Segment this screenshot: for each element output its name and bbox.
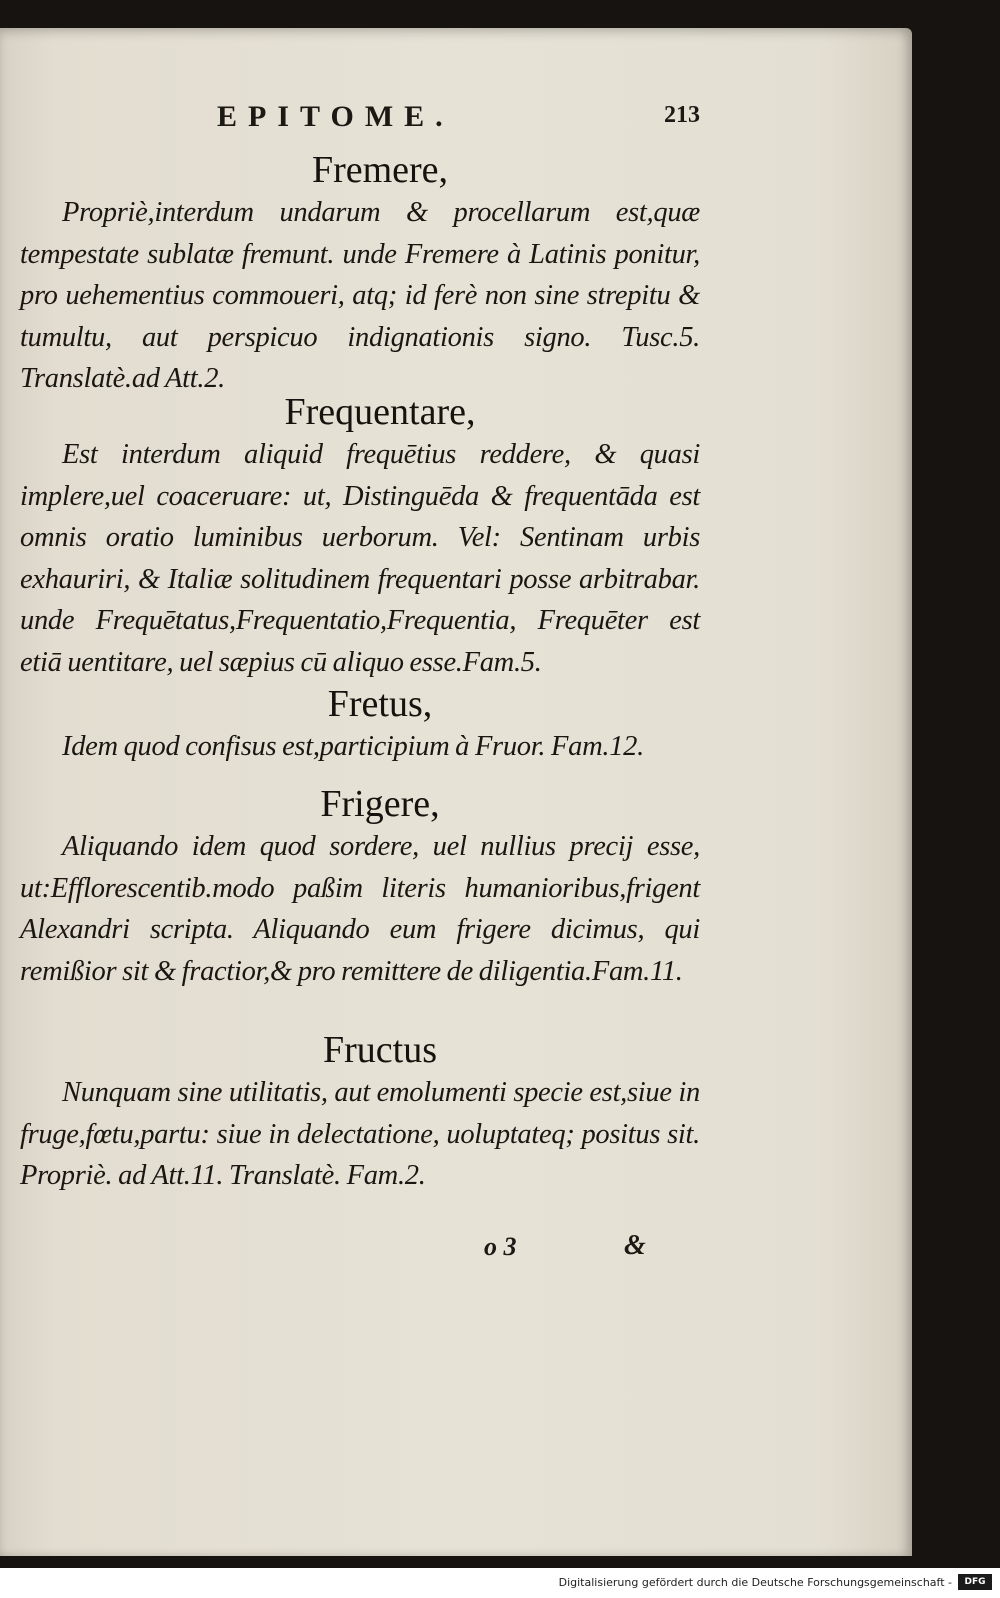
footer-bar bbox=[0, 1568, 1000, 1598]
entry-text: Idem quod confisus est,participium à Fruor. Fam.12. bbox=[62, 731, 644, 762]
entry-text: Aliquando idem quod sordere, uel nullius precij esse, ut:Efflorescentib.modo paßim literis humanioribus,frigent Alexandri scripta. Aliquando eum frigere dicimus, qui remißior sit & fractior,& pro remittere de diligentia.Fam.11. bbox=[20, 831, 700, 987]
running-head: EPITOME. bbox=[217, 100, 454, 133]
footer-credit: Digitalisierung gefördert durch die Deutsche Forschungsgemeinschaft - bbox=[558, 1576, 952, 1589]
entry-frigere bbox=[20, 782, 700, 992]
headword: Fretus, bbox=[327, 683, 433, 725]
entry-fructus bbox=[20, 1028, 700, 1197]
signature-mark: o 3 bbox=[484, 1232, 517, 1261]
book-page bbox=[0, 28, 912, 1556]
entry-fremere bbox=[20, 148, 700, 400]
entry-text: Est interdum aliquid frequētius reddere, & quasi implere,uel coaceruare: ut, Distinguēda & frequentāda est omnis oratio luminibus uerborum. Vel: Sentinam urbis exhauriri, & Italiæ solitudinem frequentari posse arbitrabar. unde Frequētatus,Frequentatio,Frequentia, Frequēter est etiā uentitare, uel sæpius cū aliquo esse.Fam.5. bbox=[20, 439, 700, 678]
headword: Frigere, bbox=[320, 783, 440, 825]
headword: Fremere, bbox=[311, 149, 449, 191]
entry-fretus bbox=[20, 682, 700, 768]
dfg-logo-icon: DFG bbox=[958, 1574, 992, 1590]
page-header bbox=[0, 100, 912, 150]
headword: Frequentare, bbox=[284, 391, 476, 433]
page-number: 213 bbox=[664, 102, 700, 128]
entry-text: Nunquam sine utilitatis, aut emolumenti specie est,siue in fruge,fœtu,partu: siue in delectatione, uoluptateq; positus sit. Propriè. ad Att.11. Translatè. Fam.2. bbox=[20, 1077, 700, 1192]
entry-text: Propriè,interdum undarum & procellarum est,quæ tempestate sublatæ fremunt. unde Fremere à Latinis ponitur, pro uehementius commoueri, atq; id ferè non sine strepitu & tumultu, aut perspicuo indignationis signo. Tusc.5. Translatè.ad Att.2. bbox=[20, 197, 700, 395]
signature-line bbox=[484, 1232, 684, 1268]
headword: Fructus bbox=[323, 1029, 437, 1071]
catchword: & bbox=[624, 1230, 646, 1261]
entry-frequentare bbox=[20, 390, 700, 684]
